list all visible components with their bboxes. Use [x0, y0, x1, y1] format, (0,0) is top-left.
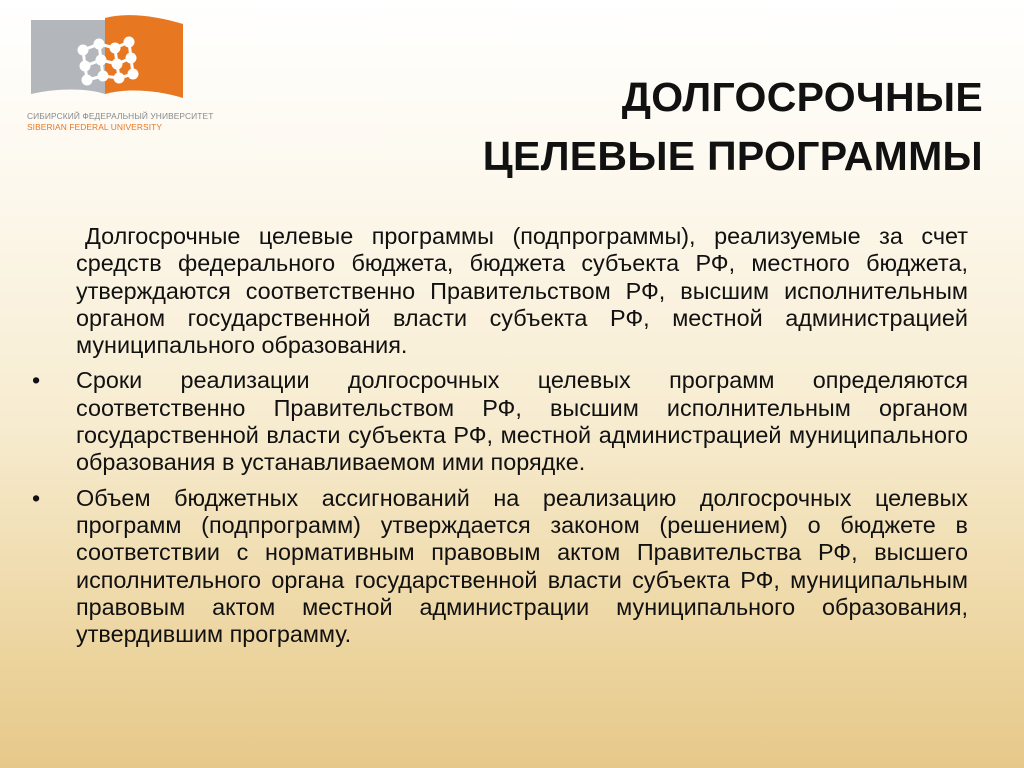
slide-body: [76, 223, 968, 656]
slide-title-line-1: ДОЛГОСРОЧНЫЕ: [621, 74, 983, 120]
slide-title-line-2: ЦЕЛЕВЫЕ ПРОГРАММЫ: [482, 133, 983, 179]
bullet-item: • Сроки реализации долгосрочных целевых программ определяются соответственно Правительством РФ, высшим исполнительным органом государственной власти субъекта РФ, местной администрацией муниципального образования в устанавливаемом ими порядке.: [76, 367, 968, 476]
logo-name-en: SIBERIAN FEDERAL UNIVERSITY: [27, 122, 163, 132]
slide-title: [483, 68, 983, 186]
university-logo: [27, 14, 214, 132]
logo-name-ru: СИБИРСКИЙ ФЕДЕРАЛЬНЫЙ УНИВЕРСИТЕТ: [27, 111, 214, 121]
logo-emblem-icon: [27, 14, 185, 110]
intro-paragraph: Долгосрочные целевые программы (подпрограммы), реализуемые за счет средств федерального бюджета, бюджета субъекта РФ, местного бюджета, утверждаются соответственно Правительством РФ, высшим исполнительным органом государственной власти субъекта РФ, местной администрацией муниципального образования.: [76, 223, 968, 359]
bullet-item: • Объем бюджетных ассигнований на реализацию долгосрочных целевых программ (подпрограмм) утверждается законом (решением) о бюджете в соответствии с нормативным правовым актом Правительства РФ, высшего исполнительного органа государственной власти субъекта РФ, муниципальным правовым актом местной администрации муниципального образования, утвердившим программу.: [76, 485, 968, 649]
